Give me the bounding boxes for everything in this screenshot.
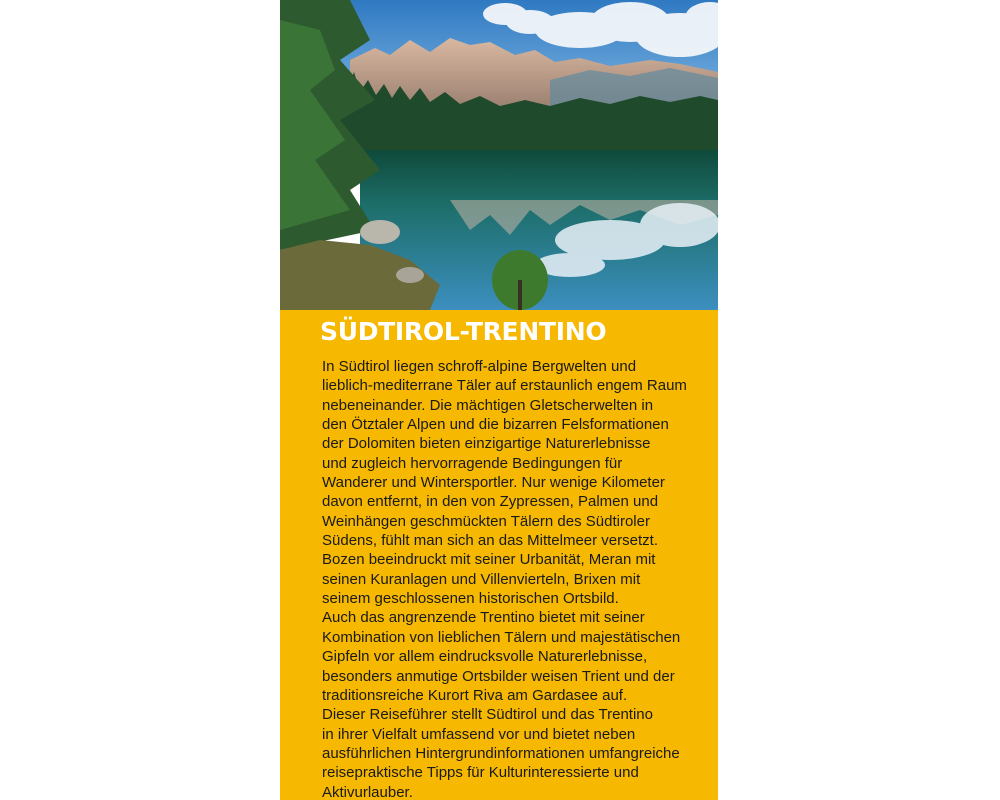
book-back-cover <box>280 0 718 800</box>
text-line: Gipfeln vor allem eindrucksvolle Naturerlebnisse, <box>322 648 648 666</box>
text-line: ausführlichen Hintergrundinformationen umfangreiche <box>322 744 680 762</box>
text-line: und zugleich hervorragende Bedingungen für <box>322 454 623 472</box>
description-panel <box>280 310 718 800</box>
text-line: davon entfernt, in den von Zypressen, Palmen und <box>322 493 659 511</box>
text-line: reisepraktische Tipps für Kulturinteressierte und <box>322 764 639 782</box>
text-line: der Dolomiten bieten einzigartige Naturerlebnisse <box>322 435 651 453</box>
text-line: In Südtirol liegen schroff-alpine Bergwelten und <box>322 358 637 375</box>
text-line: Kombination von lieblichen Tälern und majestätischen <box>322 628 681 646</box>
text-line: besonders anmutige Ortsbilder weisen Trient und der <box>322 667 675 685</box>
panel-heading: SÜDTIROL-TRENTINO <box>320 317 607 346</box>
text-line: den Ötztaler Alpen und die bizarren Felsformationen <box>322 416 669 434</box>
landscape-illustration <box>280 0 718 310</box>
text-line: Bozen beeindruckt mit seiner Urbanität, Meran mit <box>322 551 656 569</box>
text-line: Wanderer und Wintersportler. Nur wenige Kilometer <box>322 474 665 492</box>
text-line: Aktivurlauber. <box>322 783 413 800</box>
text-line: Auch das angrenzende Trentino bietet mit seiner <box>322 609 645 627</box>
description-text <box>322 357 712 800</box>
text-line: in ihrer Vielfalt umfassend vor und bietet neben <box>322 725 636 743</box>
text-line: seinen Kuranlagen und Villenvierteln, Brixen mit <box>322 570 641 588</box>
cover-photo-lake-dolomites <box>280 0 718 310</box>
text-line: traditionsreiche Kurort Riva am Gardasee auf. <box>322 686 628 704</box>
text-line: seinem geschlossenen historischen Ortsbild. <box>322 590 619 608</box>
text-line: Dieser Reiseführer stellt Südtirol und das Trentino <box>322 706 653 724</box>
text-line: nebeneinander. Die mächtigen Gletscherwelten in <box>322 396 654 414</box>
text-line: lieblich-mediterrane Täler auf erstaunlich engem Raum <box>322 377 687 395</box>
text-line: Südens, fühlt man sich an das Mittelmeer versetzt. <box>322 532 658 550</box>
text-line: Weinhängen geschmückten Tälern des Südtiroler <box>322 512 650 530</box>
